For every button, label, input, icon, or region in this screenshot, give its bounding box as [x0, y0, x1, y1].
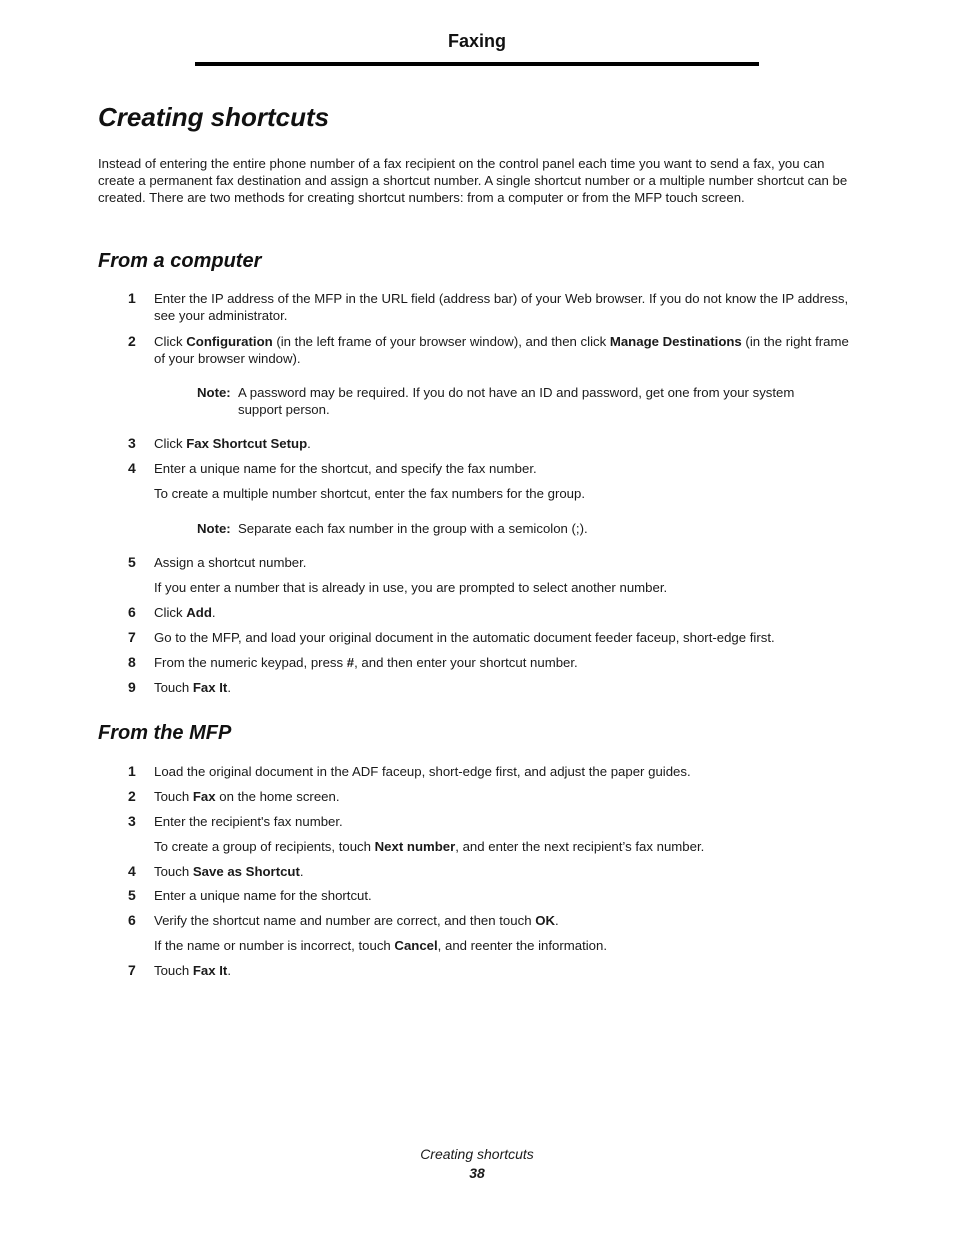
step-number: 6 — [128, 912, 136, 928]
step-text: Enter a unique name for the shortcut. — [154, 888, 372, 903]
step-detail: If the name or number is incorrect, touch Cancel, and reenter the information. — [154, 938, 608, 953]
note-text: Separate each fax number in the group with a semicolon (;). — [238, 521, 588, 536]
step-text: Load the original document in the ADF faceup, short-edge first, and adjust the paper guides. — [154, 764, 691, 779]
step-detail: To create a group of recipients, touch Next number, and enter the next recipient’s fax number. — [154, 839, 705, 854]
step-number: 4 — [128, 460, 136, 476]
note — [197, 520, 837, 537]
step-text: Touch Fax on the home screen. — [154, 789, 340, 804]
step-number: 5 — [128, 887, 136, 903]
page-title: Creating shortcuts — [98, 102, 330, 132]
step-text: Enter the recipient's fax number. — [154, 814, 343, 829]
section-title-mfp: From the MFP — [98, 722, 232, 744]
intro-paragraph: Instead of entering the entire phone number of a fax recipient on the control panel each time you want to send a fax, you can create a permanent fax destination and assign a shortcut number. A single shortcut number or a multiple number shortcut can be created. There are two methods for creating shortcut numbers: from a computer or from the MFP touch screen. — [98, 156, 848, 205]
note-text: A password may be required. If you do not have an ID and password, get one from your system support person. — [238, 385, 795, 417]
step-number: 2 — [128, 333, 136, 349]
step-text: Enter a unique name for the shortcut, and specify the fax number. — [154, 461, 537, 476]
step-text: Touch Fax It. — [154, 680, 231, 695]
step-number: 4 — [128, 863, 136, 879]
step-number: 1 — [128, 290, 136, 306]
step-number: 9 — [128, 679, 136, 695]
step-text: Go to the MFP, and load your original document in the automatic document feeder faceup, short-edge first. — [154, 630, 775, 645]
section-title-computer: From a computer — [98, 250, 262, 272]
step-text: Click Configuration (in the left frame of your browser window), and then click Manage Destinations (in the right frame of your browser window). — [154, 334, 849, 366]
header-rule — [195, 62, 759, 66]
step-number: 8 — [128, 654, 136, 670]
note — [197, 384, 837, 418]
step-text: From the numeric keypad, press #, and then enter your shortcut number. — [154, 655, 578, 670]
step-text: Click Add. — [154, 605, 216, 620]
step-number: 7 — [128, 962, 136, 978]
header-title: Faxing — [447, 31, 506, 51]
step-text: Assign a shortcut number. — [154, 555, 307, 570]
step-number: 7 — [128, 629, 136, 645]
step-text: Verify the shortcut name and number are correct, and then touch OK. — [154, 913, 559, 928]
step-text: Click Fax Shortcut Setup. — [154, 436, 311, 451]
page-number: 38 — [469, 1165, 485, 1181]
step-number: 6 — [128, 604, 136, 620]
step-number: 3 — [128, 435, 136, 451]
step-text: Touch Fax It. — [154, 963, 231, 978]
step-detail: To create a multiple number shortcut, enter the fax numbers for the group. — [154, 486, 586, 501]
footer-title: Creating shortcuts — [420, 1146, 534, 1162]
step-text: Touch Save as Shortcut. — [154, 864, 304, 879]
step-number: 1 — [128, 763, 136, 779]
step-number: 5 — [128, 554, 136, 570]
note-label: Note: — [197, 385, 231, 400]
note-label: Note: — [197, 521, 231, 536]
step-detail: If you enter a number that is already in use, you are prompted to select another number. — [154, 580, 668, 595]
step-number: 3 — [128, 813, 136, 829]
step-text: Enter the IP address of the MFP in the URL field (address bar) of your Web browser. If you do not know the IP address, see your administrator. — [154, 291, 849, 323]
step-number: 2 — [128, 788, 136, 804]
